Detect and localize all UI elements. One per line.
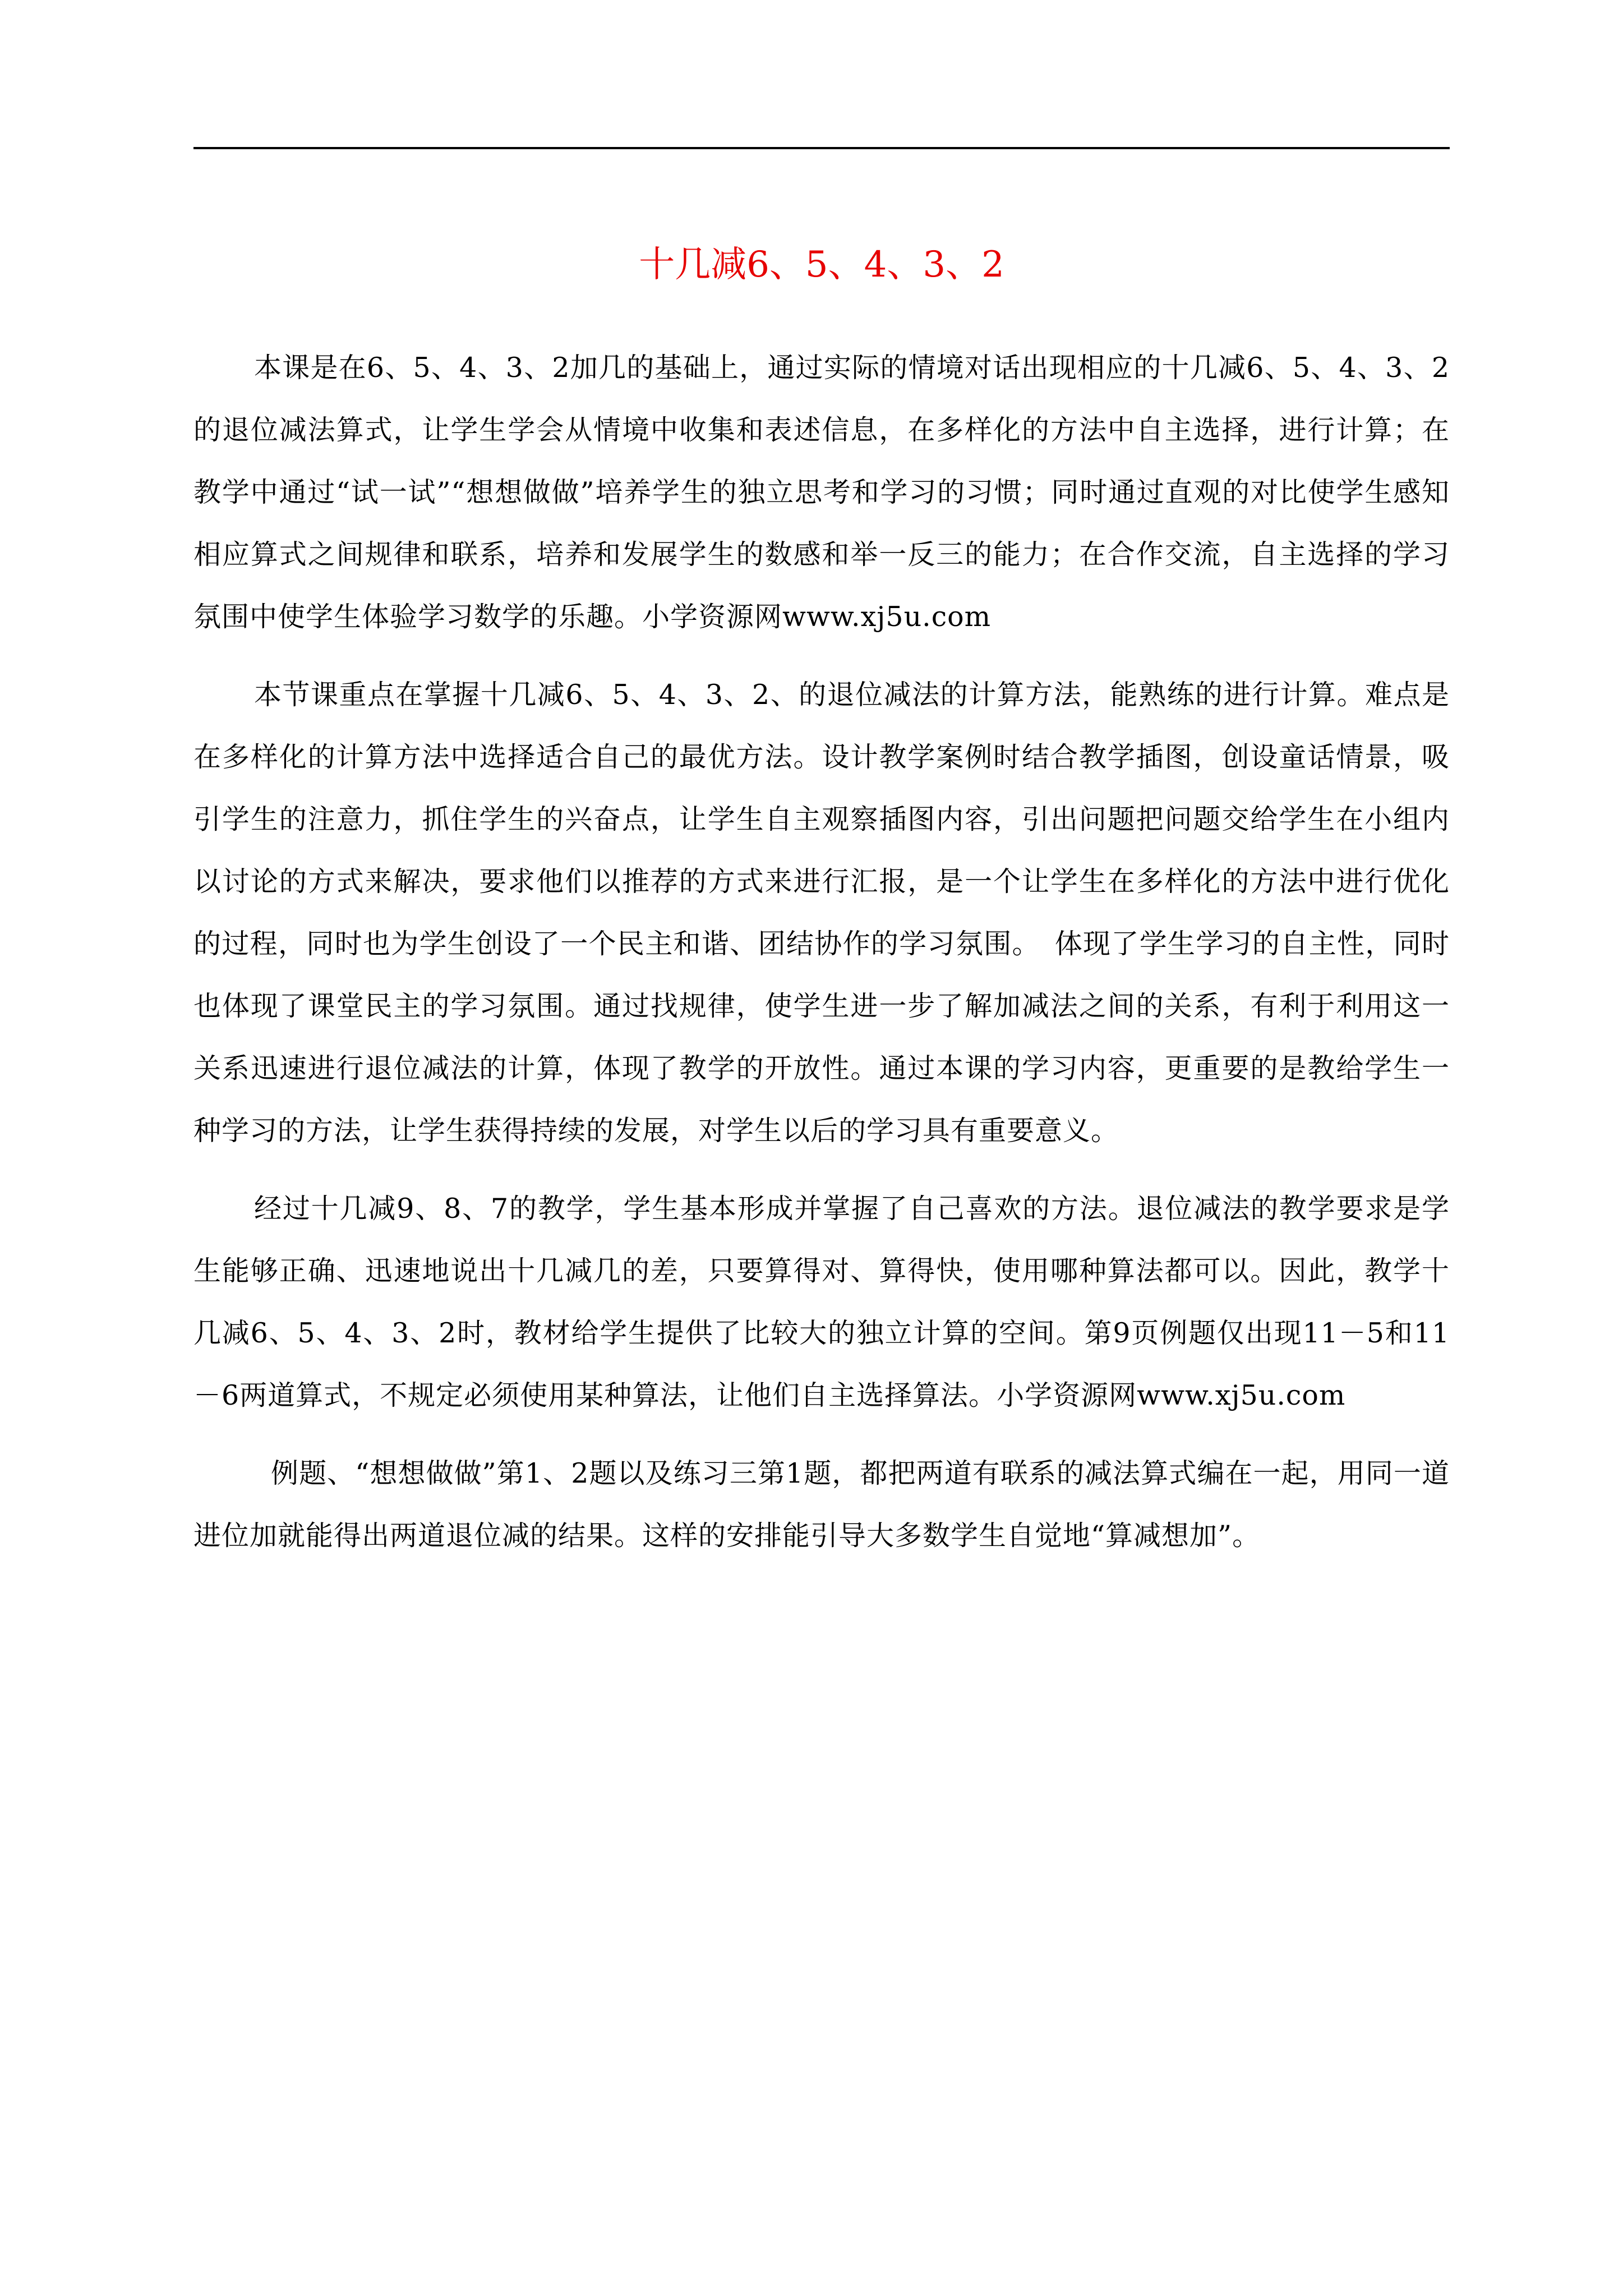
document-body xyxy=(193,337,1450,1567)
paragraph-4: 例题、“想想做做”第1、2题以及练习三第1题，都把两道有联系的减法算式编在一起，用同一道进位加就能得出两道退位减的结果。这样的安排能引导大多数学生自觉地“算减想加”。 xyxy=(193,1457,1450,1552)
document-title: 十几减6、5、4、3、2 xyxy=(639,244,1004,286)
header-rule xyxy=(193,147,1450,149)
paragraph-3: 经过十几减9、8、7的教学，学生基本形成并掌握了自己喜欢的方法。退位减法的教学要求是学生能够正确、迅速地说出十几减几的差，只要算得对、算得快，使用哪种算法都可以。因此，教学十几减6、5、4、3、2时，教材给学生提供了比较大的独立计算的空间。第9页例题仅出现11－5和11－6两道算式，不规定必须使用某种算法，让他们自主选择算法。小学资源网www.xj5u.com xyxy=(193,1193,1450,1411)
paragraph-1: 本课是在6、5、4、3、2加几的基础上，通过实际的情境对话出现相应的十几减6、5、4、3、2的退位减法算式，让学生学会从情境中收集和表述信息，在多样化的方法中自主选择，进行计算；在教学中通过“试一试”“想想做做”培养学生的独立思考和学习的习惯；同时通过直观的对比使学生感知相应算式之间规律和联系，培养和发展学生的数感和举一反三的能力；在合作交流，自主选择的学习氛围中使学生体验学习数学的乐趣。小学资源网www.xj5u.com xyxy=(193,352,1450,633)
paragraph-2: 本节课重点在掌握十几减6、5、4、3、2、的退位减法的计算方法，能熟练的进行计算。难点是在多样化的计算方法中选择适合自己的最优方法。设计教学案例时结合教学插图，创设童话情景，吸引学生的注意力，抓住学生的兴奋点，让学生自主观察插图内容，引出问题把问题交给学生在小组内以讨论的方式来解决，要求他们以推荐的方式来进行汇报，是一个让学生在多样化的方法中进行优化的过程，同时也为学生创设了一个民主和谐、团结协作的学习氛围。 体现了学生学习的自主性，同时也体现了课堂民主的学习氛围。通过找规律，使学生进一步了解加减法之间的关系，有利于利用这一关系迅速进行退位减法的计算，体现了教学的开放性。通过本课的学习内容，更重要的是教给学生一种学习的方法，让学生获得持续的发展，对学生以后的学习具有重要意义。 xyxy=(193,679,1450,1147)
